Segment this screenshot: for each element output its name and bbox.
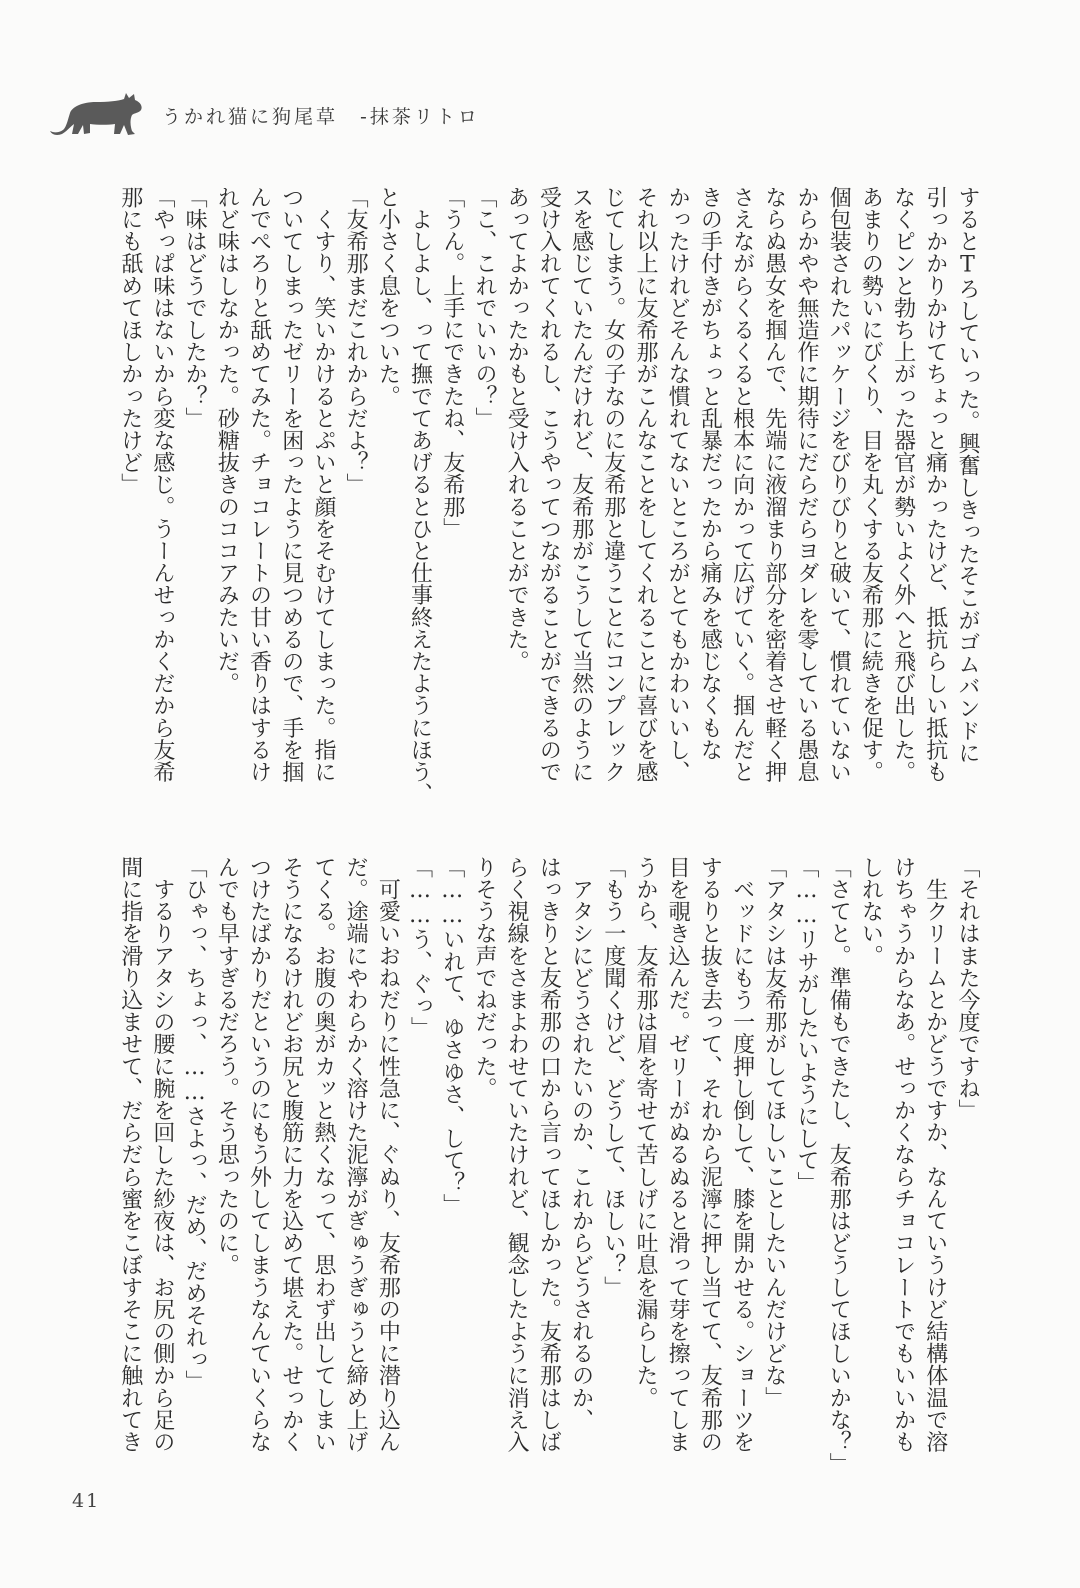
text-column: 「さてと。準備もできたし、友希那はどうしてほしいかな？」 <box>826 856 852 1475</box>
text-column: かったけれどそんな慣れてないところがとてもかわいいし、 <box>665 186 691 783</box>
text-column: 那にも舐めてほしかったけど」 <box>117 186 143 496</box>
text-column: はっきりと友希那の口から言ってほしかった。友希那はしば <box>536 856 562 1453</box>
text-column: 「うん。上手にできたね、友希那」 <box>439 186 465 540</box>
header-title: うかれ猫に狗尾草 -抹茶リトロ <box>162 105 480 128</box>
text-column: 「アタシは友希那がしてほしいことしたいんだけどな」 <box>761 856 787 1409</box>
text-column: アタシにどうされたいのか、これからどうされるのか、 <box>568 856 594 1431</box>
text-column: 「味はどうでしたか？」 <box>182 186 208 430</box>
text-column: そうになるけれどお尻と腹筋に力を込めて堪えた。せっかく <box>278 856 304 1453</box>
text-column: だ。途端にやわらかく溶けた泥濘がぎゅうぎゅうと締め上げ <box>343 856 369 1453</box>
text-column: からかやや無造作に期待にだらだらヨダレを零している愚息 <box>793 186 819 783</box>
text-column: んでぺろりと舐めてみた。チョコレートの甘い香りはするけ <box>246 186 272 783</box>
text-column: らく視線をさまよわせていたけれど、観念したように消え入 <box>504 856 530 1453</box>
text-column: するとTろしていった。興奮しきったそこがゴムバンドに <box>955 186 980 764</box>
text-column: 「……う、ぐっ」 <box>407 856 433 1039</box>
text-column: 生クリームとかどうですか、なんていうけど結構体温で溶 <box>922 856 948 1453</box>
text-column: 受け入れてくれるし、こうやってつながることができるので <box>536 186 562 783</box>
text-column: うから、友希那は眉を寄せて苦しげに吐息を漏らした。 <box>632 856 658 1409</box>
text-column: スを感じていたんだけれど、友希那がこうして当然のように <box>568 186 594 783</box>
text-column: じてしまう。女の子なのに友希那と違うことにコンプレック <box>600 186 626 783</box>
page-number: 41 <box>72 1490 101 1512</box>
text-column: よしよし、って撫でてあげるとひと仕事終えたようにほう、 <box>407 186 433 805</box>
text-column: 引っかかりかけてちょっと痛かったけど、抵抗らしい抵抗も <box>922 186 948 783</box>
text-column: 「友希那まだこれからだよ？」 <box>343 186 369 496</box>
text-column: 「ひゃっ、ちょっ、……さよっ、だめ、だめそれっ」 <box>182 856 208 1393</box>
text-column: 可愛いおねだりに性急に、ぐぬり、友希那の中に潜り込ん <box>375 856 401 1453</box>
text-column: それ以上に友希那がこんなことをしてくれることに喜びを感 <box>632 186 658 783</box>
lower-text-block <box>83 856 983 1475</box>
upper-text-block <box>83 186 983 805</box>
text-column: 「やっぱ味はないから変な感じ。うーんせっかくだから友希 <box>149 186 175 783</box>
text-column: つけたばかりだというのにもう外してしまうなんていくらな <box>246 856 272 1453</box>
text-column: 間に指を滑り込ませて、だらだら蜜をこぼすそこに触れてき <box>117 856 143 1453</box>
text-column: んでも早すぎるだろう。そう思ったのに。 <box>214 856 240 1276</box>
text-column: あってよかったかもと受け入れることができた。 <box>504 186 530 673</box>
text-column: しれない。 <box>858 856 884 967</box>
text-column: 「……リサがしたいようにして」 <box>793 856 819 1194</box>
text-column: くすり、笑いかけるとぷいと顔をそむけてしまった。指に <box>310 186 336 783</box>
text-column: てくる。お腹の奥がカッと熱くなって、思わず出してしまい <box>310 856 336 1453</box>
text-column: するりと抜き去って、それから泥濘に押し当てて、友希那の <box>697 856 723 1453</box>
text-column: なくピンと勃ち上がった器官が勢いよく外へと飛び出した。 <box>890 186 916 783</box>
text-column: きの手付きがちょっと乱暴だったから痛みを感じなくもな <box>697 186 723 761</box>
text-column: りそうな声でねだった。 <box>471 856 497 1100</box>
text-column: と小さく息をついた。 <box>375 186 401 407</box>
page-header <box>48 92 480 138</box>
text-column: さえながらくるくると根本に向かって広げていく。掴んだと <box>729 186 755 783</box>
text-column: けちゃうからなあ。せっかくならチョコレートでもいいかも <box>890 856 916 1453</box>
text-column: れど味はしなかった。砂糖抜きのココアみたいだ。 <box>214 186 240 695</box>
text-column: 「それはまた今度ですね」 <box>955 856 980 1122</box>
text-column: ついてしまったゼリーを困ったように見つめるので、手を掴 <box>278 186 304 783</box>
text-column: あまりの勢いにびくり、目を丸くする友希那に続きを促す。 <box>858 186 884 783</box>
text-column: 目を覗き込んだ。ゼリーがぬるぬると滑って芽を擦ってしま <box>665 856 691 1453</box>
text-column: 「こ、これでいいの？」 <box>471 186 497 430</box>
text-column: するりアタシの腰に腕を回した紗夜は、お尻の側から足の <box>149 856 175 1453</box>
text-column: ならぬ愚女を掴んで、先端に液溜まり部分を密着させ軽く押 <box>761 186 787 783</box>
text-column: 個包装されたパッケージをびりびりと破いて、慣れていない <box>826 186 852 783</box>
text-column: ベッドにもう一度押し倒して、膝を開かせる。ショーツを <box>729 856 755 1453</box>
cat-silhouette-icon <box>48 93 148 137</box>
text-column: 「……いれて、ゆさゆさ、して？」 <box>439 856 465 1216</box>
text-column: 「もう一度聞くけど、どうして、ほしい？」 <box>600 856 626 1298</box>
